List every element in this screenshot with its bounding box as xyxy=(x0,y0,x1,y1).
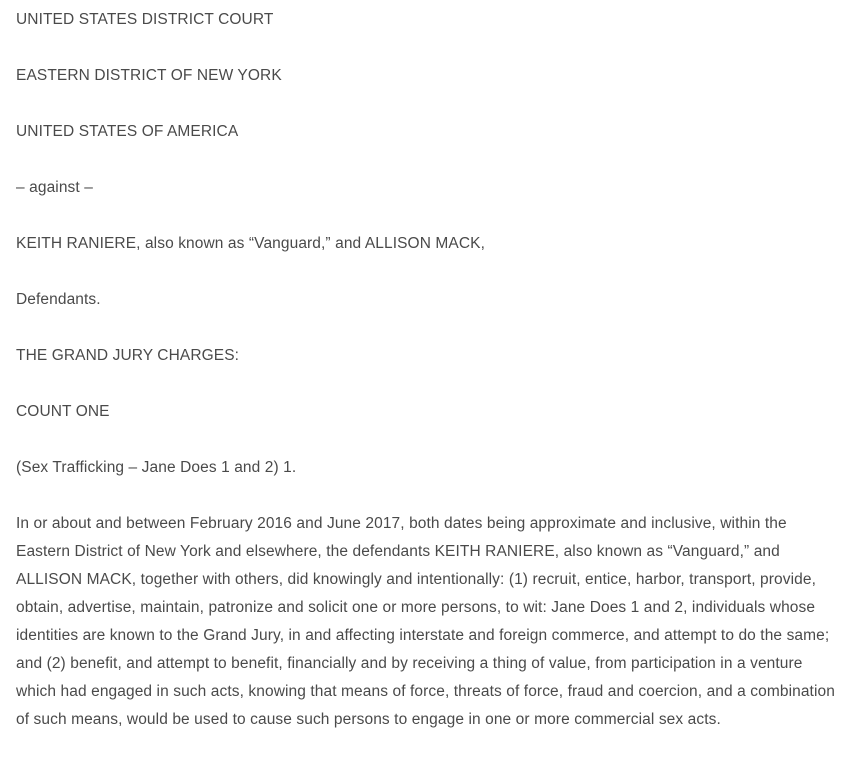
count-one-heading: COUNT ONE xyxy=(16,403,110,420)
count-one-body: In or about and between February 2016 and June 2017, both dates being approximate and inclusive, within the Eastern District of New York and elsewhere, the defendants KEITH RANIERE, also known as “Vanguard,” and ALLISON MACK, together with others, did knowingly and intentionally: (1) recruit, entice, harbor, transport, provide, obtain, advertise, maintain, patronize and solicit one or more persons, to wit: Jane Does 1 and 2, individuals whose identities are known to the Grand Jury, in and affecting interstate and foreign commerce, and attempt to do the same; and (2) benefit, and attempt to benefit, financially and by receiving a thing of value, from participation in a venture which had engaged in such acts, knowing that means of force, threats of force, fraud and coercion, and a combination of such means, would be used to cause such persons to engage in one or more commercial sex acts. xyxy=(16,515,835,728)
defendants-names: KEITH RANIERE, also known as “Vanguard,” and ALLISON MACK, xyxy=(16,235,485,252)
against-separator: – against – xyxy=(16,179,93,196)
plaintiff: UNITED STATES OF AMERICA xyxy=(16,123,239,140)
defendants-label: Defendants. xyxy=(16,291,101,308)
count-one-subtitle: (Sex Trafficking – Jane Does 1 and 2) 1. xyxy=(16,459,297,476)
grand-jury-charges-heading: THE GRAND JURY CHARGES: xyxy=(16,347,240,364)
district: EASTERN DISTRICT OF NEW YORK xyxy=(16,67,282,84)
court-name: UNITED STATES DISTRICT COURT xyxy=(16,11,274,28)
